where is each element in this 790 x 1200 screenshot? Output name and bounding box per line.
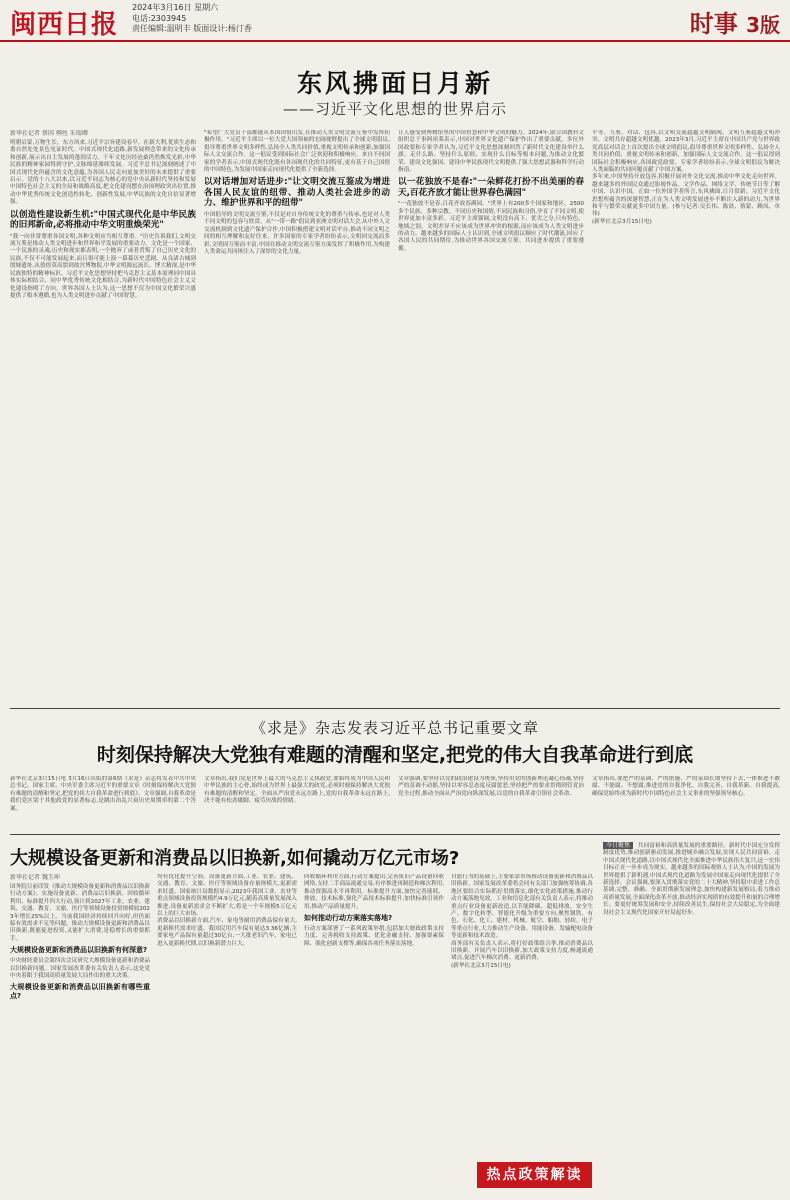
hot-policy-badge: 热点政策解读 [477,1162,592,1188]
story3-col3b-text: 行动方案部署了一系列政策举措,包括加大财政政策支持力度、完善税收支持政策、优化金融支持、加强要素保障、强化创新支撑等,确保各项任务落实落地。 [304,926,444,947]
story3-subhead-2: 大规模设备更新和消费品以旧换新有哪些重点? [10,983,150,1001]
story1-col1-text: 明朝启蒙,万物生长。东方风来,习近平宗旨建设春早。在新大利,优质生态和谐自然处处景色见证时代。中国式现代化道路,新发展理念带来的文化传承和创新,展示出自主发展的蓬勃活力。千年文化历经沧桑仍然焕发光彩,中华民族的精神家园得到守护,文脉绵延赓续发展。习近平总书记深刻阐述了中国式现代化所蕴含的文化意蕴,为各国人民走向更加美好的未来提供了重要启示。党的十八大以来,以习近平同志为核心的党中央从新时代坚持和发展中国特色社会主义的全局和战略高度,把文化建设摆在治国理政突出位置,推动中华优秀传统文化创造性转化、创新性发展,中华民族的文化自信显著增强。 [10,140,196,206]
story1-title: 东风拂面日月新 [296,69,493,98]
issue-date: 2024年3月16日 星期六 [132,3,219,12]
story2-col3-text: 文章强调,要坚持以党的政治建设为统领,坚持用党的创新理论凝心铸魂,坚持严的基调不动摇,坚持以零容忍态度反腐惩恶,坚持把严的要求贯彻到管党治党全过程,推动全面从严治党向纵深发展,以党的自我革命引领社会革命。 [398,776,584,797]
story3-col2-text: 均有优化提升空间。设备更新方面,工业、农业、建筑、交通、教育、文旅、医疗等领域设备存量规模大,更新需求旺盛。国家统计局数据显示,2023年我国工业、农业等重点领域设备投资规模约4.9万亿元,随着高质量发展深入推进,设备更新需求会不断扩大,将是一个年规模5万亿元以上的巨大市场。 [157,874,297,918]
story1-subhead-1: 以创造性建设新生机:"中国式现代化是中华民族的旧邦新命,必将推动中华文明重焕荣光" [10,209,196,231]
divider-2 [10,834,780,835]
story1-subhead-3: 以一花独放不是春:"一朵鲜花打扮不出美丽的春天,百花齐放才能让世界春色满园" [398,177,584,198]
story1-col2-text: "希望广大党员干部都能从本国国情出发,在推动人类文明交流互鉴中发挥积极作用。"习近平主席以一位大党大国领袖的宏阔视野提出了全球文明倡议,倡导尊重世界文明多样性,弘扬全人类共同价值,重视文明传承和创新,加强国际人文交流合作。这一倡议受到国际社会广泛欢迎和积极响应。来自不同国家的学者表示,中国式现代化既有各国现代化的共同特征,更有基于自己国情的中国特色,为发展中国家走向现代化提供了全新选择。 [204,130,390,174]
newspaper-logo: 闽西日报 [10,10,119,40]
story3-subhead-1: 大规模设备更新和消费品以旧换新有何深意? [10,946,148,955]
side-column [603,842,780,1194]
story1-subhead-2: 以对话增加对话进步:"让文明交流互鉴成为增进各国人民友谊的纽带、推动人类社会进步的动力、维护世界和平的纽带" [204,177,390,209]
story1-col3-text: 让人感受到博物馆里的中国智慧和中华文明的魅力。2024年,联合国教科文组织总干事阿祖莱表示,中国对世界文化遗产保护作出了重要贡献。多位外国政要和专家学者认为,习近平文化思想深刻回答了新时代文化建设举什么旗、走什么路、坚持什么原则、实现什么目标等根本问题,为推动文化繁荣、建设文化强国、建设中华民族现代文明提供了强大思想武器和科学行动指南。 [398,130,584,174]
story1-col4-text: 平等、互鉴、对话、包容,以文明交流超越文明隔阂、文明互鉴超越文明冲突、文明共存超越文明优越。2023年3月,习近平主席在中国共产党与世界政党高层对话会上首次提出全球文明倡议,倡导尊重世界文明多样性、弘扬全人类共同价值、重视文明传承和创新、加强国际人文交流合作。这一倡议得到国际社会积极响应,各国政党政要、专家学者纷纷表示,全球文明倡议为解决人类面临的共同问题贡献了中国方案。 [592,130,780,174]
section-name: 时事 [689,10,738,38]
story2-kicker: 《求是》杂志发表习近平总书记重要文章 [250,719,539,737]
divider-1 [10,708,780,709]
story1-column-2 [204,130,390,700]
editor-credits: 责任编辑:温明丰 版面设计:杨汀香 [132,24,252,33]
story1-col3b-text: "一花独放不是春,百花齐放春满园。"世界上有200多个国家和地区、2500多个民族、多种宗教。不同历史和国情,不同民族和习俗,孕育了不同文明,使世界更加丰富多彩。习近平主席强调,文明没有高下、优劣之分,只有特色、地域之别。文明差异不应该成为世界冲突的根源,而应该成为人类文明进步的动力。越来越多的国际人士认识到,全球文明倡议顺应了时代潮流,回应了各国人民的共同期待,为推动世界各国交流互鉴、共同进步提供了重要遵循。 [398,201,584,252]
phone: 电话:2303945 [132,13,187,23]
story3-column-3 [304,874,444,1194]
story3-byline: 新华社记者 魏玉坤 [10,874,60,881]
story2-col1-text: 新华社北京3月15日电 3月16日出版的第6期《求是》杂志将发表中共中央总书记、国家主席、中央军委主席习近平的重要文章《时刻保持解决大党独有难题的清醒和坚定,把党的伟大自我革命进行到底》。文章强调,自我革命是我们党区别于其他政党的显著标志,是跳出治乱兴衰历史周期率的第二个答案。 [10,776,196,812]
story3-column-4 [451,874,593,1158]
side-column-text: 共同富裕和高质量发展的重要路径。新时代中国充分发挥制度优势,推动创新驱动发展,推进城乡融合发展,实现人民共同富裕。走中国式现代化道路,以中国式现代化全面推进中华民族伟大复兴,这一宏伟目标正在一步步成为现实。越来越多的国际观察人士认为,中国的发展为世界提供了新机遇,中国式现代化道路为发展中国家走向现代化提供了全新选择。会议强调,要深入贯彻落实党的二十大精神,坚持稳中求进工作总基调,完整、准确、全面贯彻新发展理念,加快构建新发展格局,着力推动高质量发展,全面深化改革开放,推动经济实现质的有效提升和量的合理增长。要更好统筹发展和安全,持续改善民生,保持社会大局稳定,为全面建设社会主义现代化国家开好局起好步。 [603,843,780,916]
story3-col2b-text: 消费品以旧换新方面,汽车、家电等耐用消费品保有量大,更新换代需求旺盛。我国民用汽车保有量达3.36亿辆,主要家电产品保有量超过30亿台,一大批老旧汽车、家电已进入更新换代期,以旧换新潜力巨大。 [157,918,297,947]
masthead-meta [132,3,252,35]
story1-col2b-text: 中国倡导的文明交流互鉴,不仅是对自身传统文化的尊重与传承,也是对人类不同文明的包容与欣赏。从"一带一路"倡议到亚洲文明对话大会,从中外人文交流机制到文化遗产保护合作,中国积极搭建文明对话平台,推动不同文明之间的相互理解和友好往来。许多国家的专家学者纷纷表示,文明因交流而多彩,文明因互鉴而丰富,中国在推动文明交流互鉴方面发挥了积极作用,为构建人类命运共同体注入了深厚的文化力量。 [204,211,390,255]
story1-dateline: (新华社北京3月15日电) [592,218,652,225]
story2-col4-text: 文章指出,要把严的基调、严的措施、严的氛围长期坚持下去,一体推进不敢腐、不能腐、不想腐,推进党的自我净化、自我完善、自我革新、自我提高,确保党始终成为新时代中国特色社会主义事业的坚强领导核心。 [592,776,780,797]
story2-column-2 [204,776,390,828]
story2-column-1 [10,776,196,828]
story3-column-1 [10,874,150,1194]
section-label [690,4,780,39]
story2-title: 时刻保持解决大党独有难题的清醒和坚定,把党的伟大自我革命进行到底 [96,744,694,766]
story1-col4b-text: 多年来,中国坚持开放包容,积极开展对外文化交流,推动中华文化走向世界。越来越多的外国民众通过影视作品、文学作品、网络文学、传统节日等了解中国、认识中国。正如一位外国学者所言,东风拂面,日月常新。习近平文化思想所蕴含的深邃智慧,正在为人类文明发展进步不断注入新的动力,为世界和平与繁荣贡献更多中国力量。(参与记者:吴长伟、陈晨、蔡蒙、赖凤、章伟) [592,174,780,218]
story3-subhead-3: 如何推动行动方案落实落地? [304,914,393,923]
story3-title: 大规模设备更新和消费品以旧换新,如何撬动万亿元市场? [10,848,460,869]
story2-column-4 [592,776,780,828]
story1-column-1 [10,130,196,700]
story3-col3-text: 回收循环利用方面,行动方案提出,完善废旧产品设备回收网络,支持二手商品流通交易,有序推进再制造和梯次利用,推动资源高水平再利用。标准提升方面,加快完善能耗、排放、技术标准,强化产品技术标准提升,加快标准引领作用,推动产品质量提升。 [304,874,444,910]
story1-byline: 新华社记者 蔡国 柳丝 朱瑞卿 [10,130,88,137]
story1-subtitle: ——习近平文化思想的世界启示 [282,100,507,118]
story3-dateline: (新华社北京3月15日电) [451,962,511,969]
story1-col1b-text: "我一向非常尊重各国文明,各种文明应当相互尊重。"历史告诉我们,文明交流互鉴是推动人类文明进步和世界和平发展的重要动力。文化是一个国家、一个民族的灵魂,历史和现实都表明,一个抛弃了或者背叛了自己历史文化的民族,不仅不可能发展起来,而且很可能上演一幕幕历史悲剧。从良渚古城到殷墟遗址,从敦煌莫高窟到故宫博物院,中华文明源远流长、博大精深,是中华民族独特的精神标识。习近平文化思想坚持把马克思主义基本原理同中国具体实际相结合、同中华优秀传统文化相结合,为新时代中国特色社会主义文化建设指明了方向。世界各国人士认为,这一思想不仅为中国文化繁荣兴盛提供了根本遵循,也为人类文明进步贡献了中国智慧。 [10,233,196,299]
story3-col4b-text: 商务部有关负责人表示,将打好政策组合拳,推动消费品以旧换新。开展汽车以旧换新,加大政策支持力度,畅通流通堵点,促进汽车梯次消费、更新消费。 [451,940,593,962]
story3-column-2 [157,874,297,1194]
story3-col1-text: 国务院日前印发《推动大规模设备更新和消费品以旧换新行动方案》。实施设备更新、消费品以旧换新、回收循环利用、标准提升四大行动,预计到2027年工业、农业、建筑、交通、教育、文旅、医疗等领域设备投资规模较2023年增长25%以上。当前我国经济持续回升向好,但仍面临有效需求不足等问题。推动大规模设备更新和消费品以旧换新,既能促进投资,又能扩大消费,是稳增长的重要抓手。 [10,884,150,942]
side-tag: 今日聚焦 [603,842,633,849]
story3-col1b-text: 中央财经委员会第四次会议研究大规模设备更新和消费品以旧换新问题。国家发展改革委有关负责人表示,这是党中央着眼于我国高质量发展大局作出的重大决策。 [10,958,150,980]
masthead [0,0,790,42]
story2-column-3 [398,776,584,828]
story3-col4-text: 自愿行为的基础上,主要依靠市场推动设备更新和消费品以旧换新。国家发展改革委将会同有关部门加强统筹协调,各地区要结合实际抓好贯彻落实,细化实化政策措施,推动行动方案落地见效。工业和信息化部有关负责人表示,将推动重点行业设备更新改造,以节能降碳、超低排放、安全生产、数字化转型、智能化升级为重要方向,聚焦钢铁、有色、石化、化工、建材、机械、航空、船舶、轻纺、电子等重点行业,大力推动生产设备、用能设备、发输配电设备等更新和技术改造。 [451,874,593,940]
page-number: 3版 [746,13,780,37]
story2-col2-text: 文章指出,我们党是世界上最大的马克思主义执政党,要始终成为中国人民和中华民族的主心骨,始终成为世界上最强大的政党,必须时刻保持解决大党独有难题的清醒和坚定。全面从严治党永远在路上,党的自我革命永远在路上,决不能有松劲歇脚、疲劳厌战的情绪。 [204,776,390,805]
story1-column-4 [592,130,780,700]
story1-column-3 [398,130,584,700]
